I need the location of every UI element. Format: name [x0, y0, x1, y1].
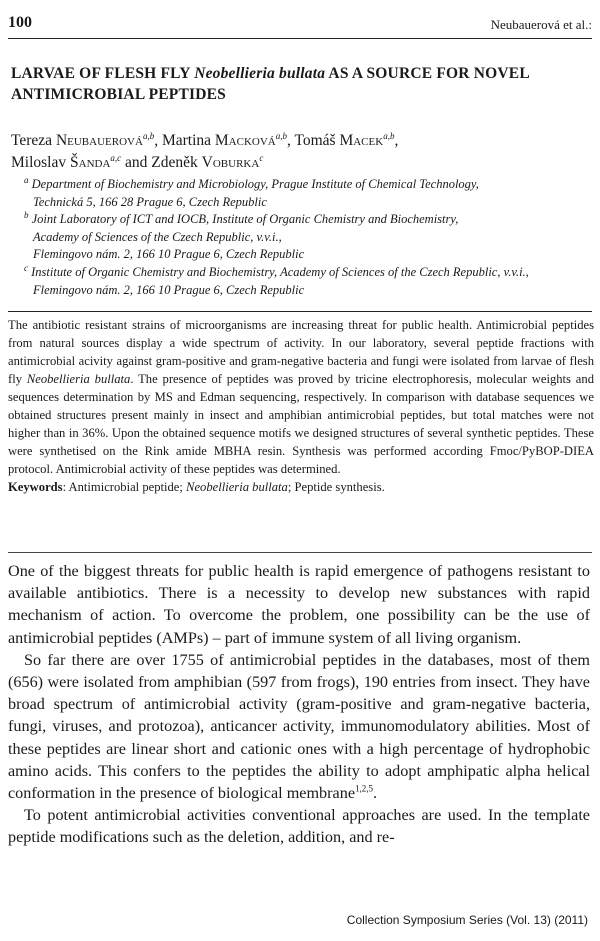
title-species: Neobellieria bullata — [194, 65, 326, 82]
author: Tereza Neubauerová$^{a,b}$, — [11, 130, 162, 149]
author-affiliation-mark: a,c — [110, 152, 122, 163]
author: Tomáš Macek$^{a,b}$, — [294, 130, 399, 149]
abstract — [8, 316, 594, 496]
reference-marks: 1,2,5 — [355, 783, 374, 794]
affiliation-c: $^c$ Institute of Organic Chemistry and Biochemistry, Academy of Sciences of the Czech Republic, v.v.i., Flemingovo nám. 2, 166 10 Prague 6, Czech Republic — [24, 262, 529, 297]
author-affiliation-mark: c — [259, 152, 264, 163]
author-surname: Šanda — [70, 154, 111, 171]
page-number: 100 — [8, 14, 32, 31]
author-affiliation-mark: a,b — [383, 130, 395, 141]
title-part1: LARVAE OF FLESH FLY — [11, 65, 195, 82]
page-header — [8, 10, 592, 36]
body-text — [8, 560, 590, 849]
author-affiliation-mark: a,b — [275, 130, 287, 141]
author: Miloslav Šanda$^{a,c}$ and — [11, 152, 152, 171]
body-paragraph-3: To potent antimicrobial activities conventional approaches are used. In the template peptide modifications such as the deletion, addition, and re- — [8, 806, 590, 847]
title-part2: AS A SOURCE FOR NOVEL ANTIMICROBIAL PEPTIDES — [11, 65, 529, 103]
affiliation-mark: b — [24, 210, 29, 221]
abstract-top-rule — [8, 311, 592, 312]
header-rule — [8, 38, 592, 39]
abstract-species: Neobellieria bullata — [26, 372, 131, 386]
keywords: Keywords: Antimicrobial peptide; Neobellieria bullata; Peptide synthesis. — [8, 480, 385, 494]
author-surname: Macková — [214, 132, 276, 149]
affiliation-mark: c — [24, 262, 28, 273]
keywords-label: Keywords — [8, 480, 63, 494]
body-paragraph-2: So far there are over 1755 of antimicrobial peptides in the databases, most of them (656) were isolated from amphibian (597 from frogs), 190 entries from insect. They have broad spectrum of antimicrobial activity (gram-positive and gram-negative bacteria, fungi, viruses, and protozoa), anticancer activity, immunomodulatory abilities. Most of these peptides are linear short and cationic ones with a high percentage of hydrophobic amino acids. This confers to the peptides the ability to adopt amphipatic alpha helical conformation in the presence of biological membrane$^{1,2,5}$. — [8, 650, 590, 803]
abstract-text: The antibiotic resistant strains of microorganisms are increasing threat for public health. Antimicrobial peptides from natural sources display a wide spectrum of activity. In our laboratory, several peptide fractions with antimicrobial acivity against gram-positive and gram-negative bacteria and fungi were isolated from larvae of flesh fly Neobellieria bullata. The presence of peptides was proved by tricine electrophoresis, molecular weights and sequences determination by MS and Edman sequencing, respectively. In comparison with database sequences we obtained structures present mainly in insect and amphibian antimicrobial peptides, but total matches were not higher than in 36%. Upon the obtained sequence motifs we designed structures of several synthetic peptides. These were synthetised on the Rink amide MBHA resin. Synthesis was performed according Fmoc/PyBOP-DIEA protocol. Antimicrobial activity of these peptides was determined. — [8, 318, 594, 476]
author-list — [11, 130, 591, 174]
affiliation-mark: a — [24, 174, 29, 185]
running-head: Neubauerová et al.: — [490, 17, 592, 32]
abstract-bottom-rule — [8, 552, 592, 553]
affiliations — [24, 176, 594, 299]
author: Zdeněk Voburka$^c$ — [151, 152, 264, 171]
author-surname: Neubauerová — [55, 132, 143, 149]
affiliation-a: $^a$ Department of Biochemistry and Microbiology, Prague Institute of Chemical Technology, Technická 5, 166 28 Prague 6, Czech Republic — [24, 174, 479, 209]
body-paragraph-1: One of the biggest threats for public health is rapid emergence of pathogens resistant to available antibiotics. There is a necessity to develop new substances with rapid mechanism of action. To overcome the problem, one possibility can be the use of antimicrobial peptides (AMPs) – part of immune system of all living organism. — [8, 562, 590, 647]
affiliation-b: $^b$ Joint Laboratory of ICT and IOCB, Institute of Organic Chemistry and Biochemistry, Academy of Sciences of the Czech Republic, v.v.i., Flemingovo nám. 2, 166 10 Prague 6, Czech Republic — [24, 210, 459, 262]
author-surname: Voburka — [201, 154, 260, 171]
author-surname: Macek — [339, 132, 384, 149]
paper-title — [11, 63, 571, 105]
author: Martina Macková$^{a,b}$, — [161, 130, 295, 149]
page-footer: Collection Symposium Series (Vol. 13) (2011) — [346, 913, 588, 927]
author-affiliation-mark: a,b — [142, 130, 155, 141]
